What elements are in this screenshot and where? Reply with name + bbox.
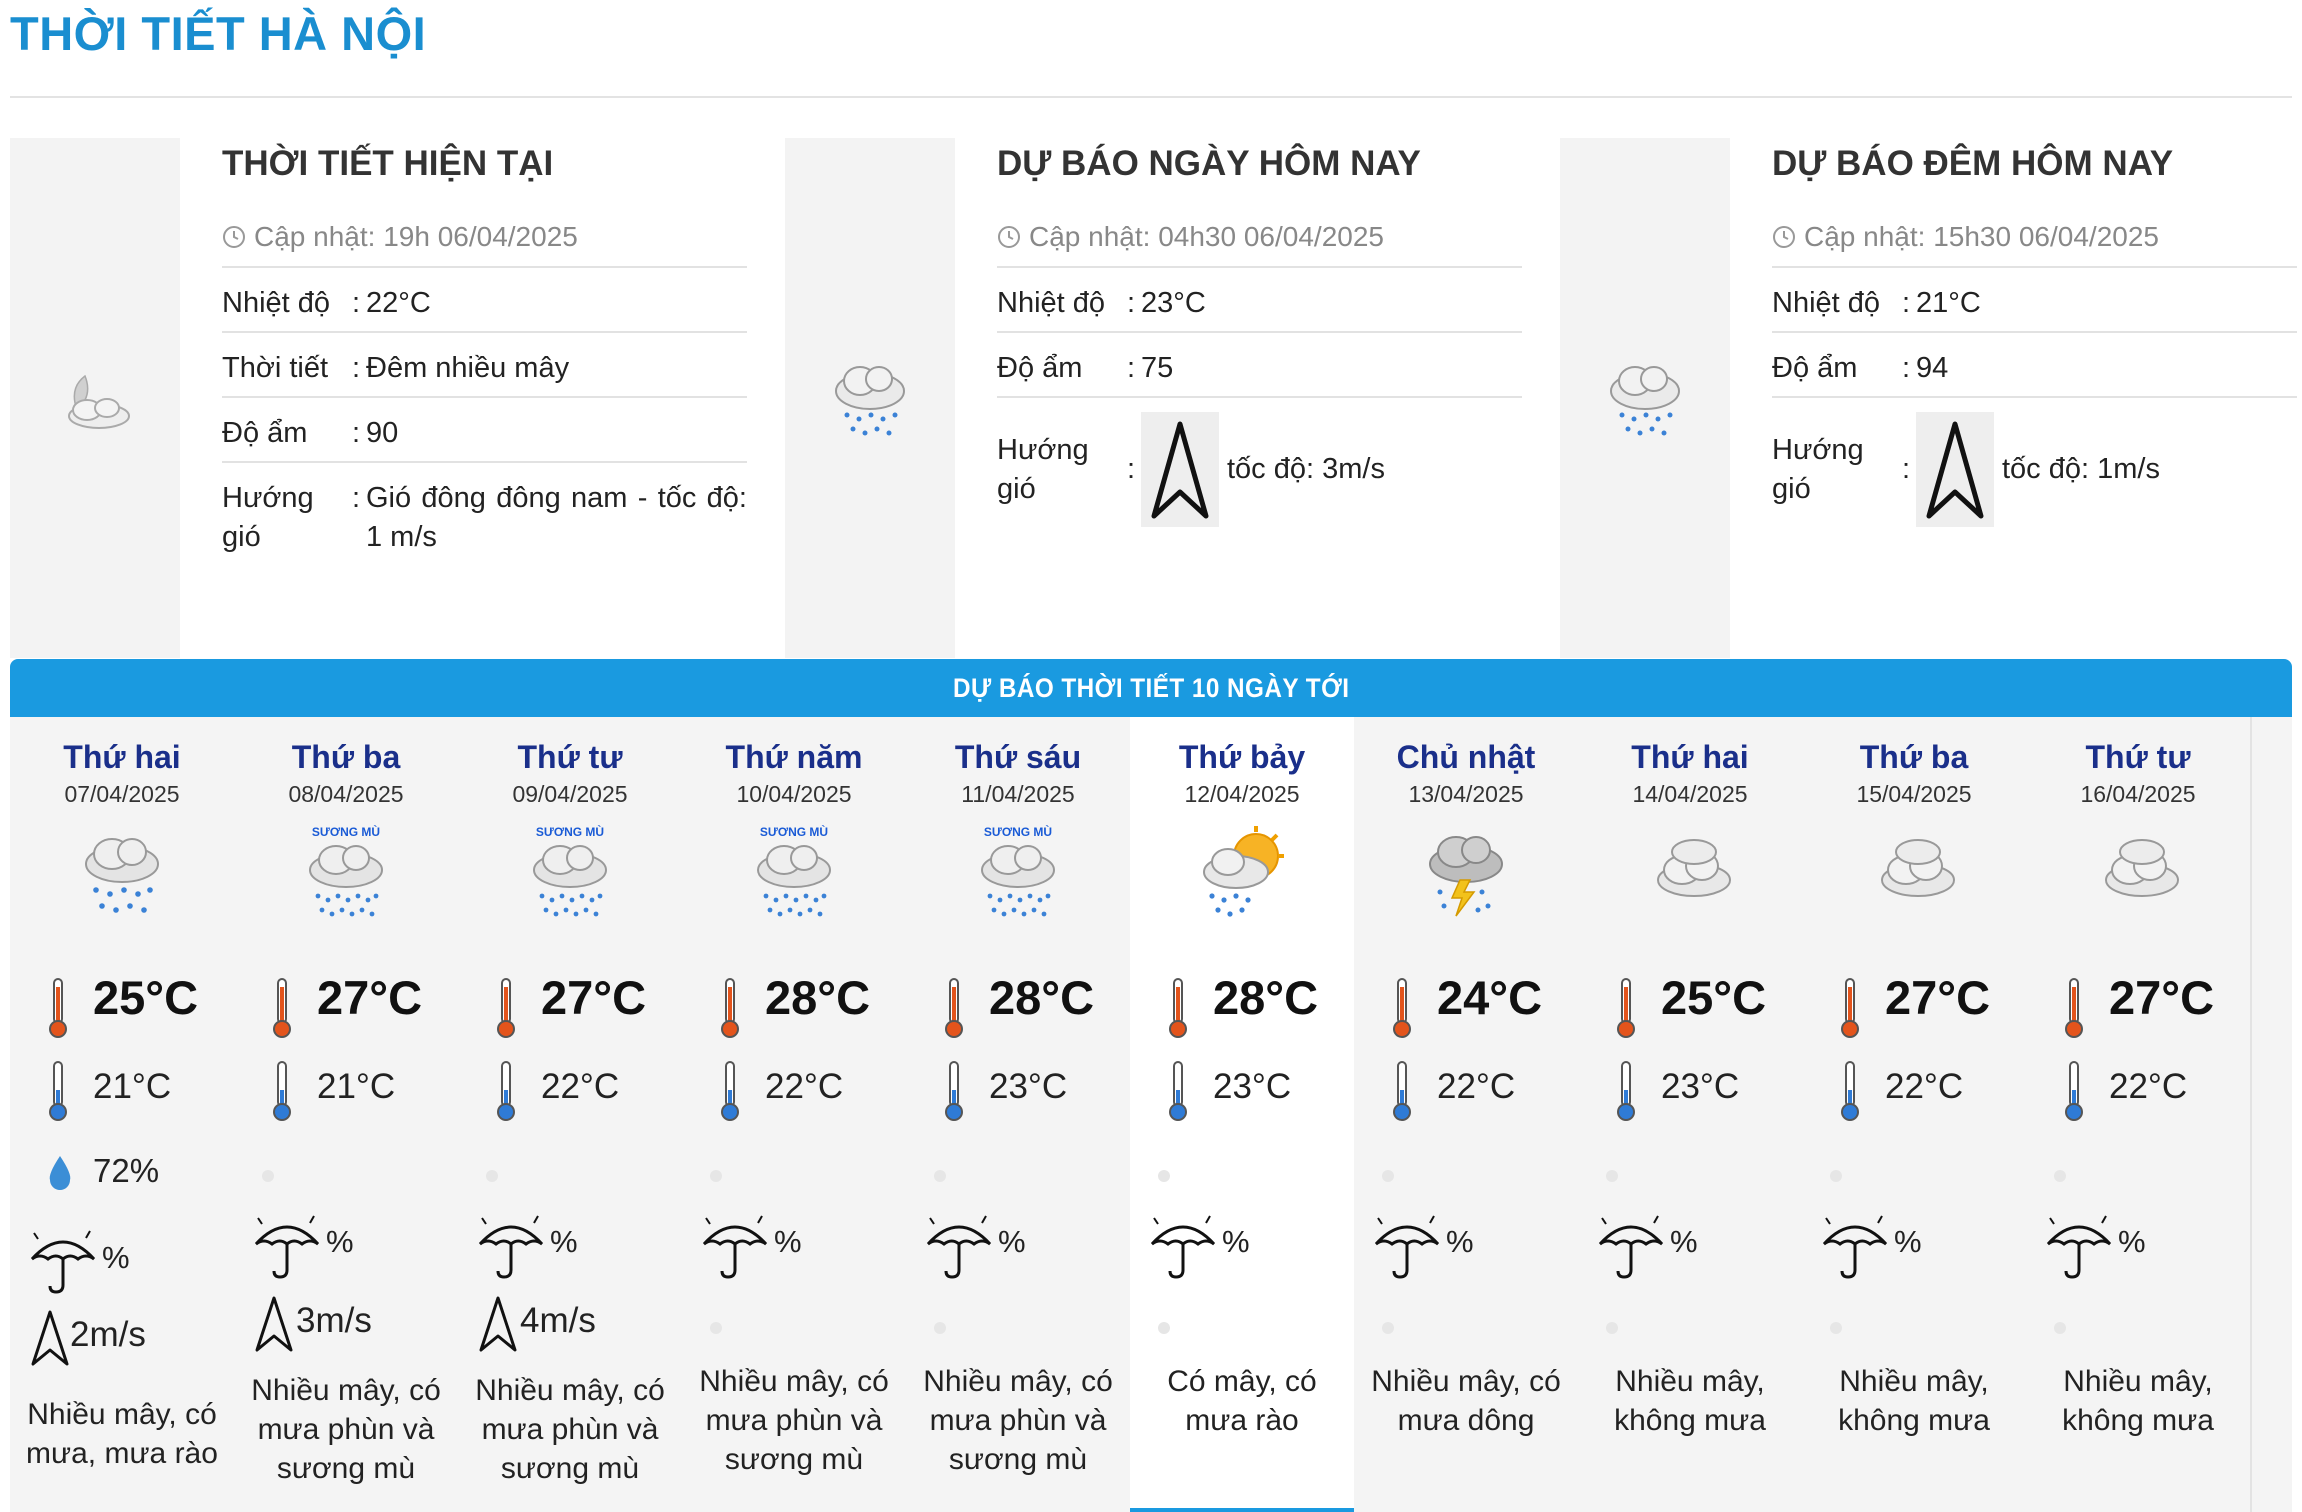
wind-direction-arrow-icon (1141, 412, 1219, 527)
rain-chance: % (998, 1224, 1026, 1259)
svg-text:SƯƠNG MÙ: SƯƠNG MÙ (311, 825, 381, 839)
rain-cloud-icon (1600, 353, 1690, 443)
today-row-humidity (997, 331, 1522, 396)
day-date: 13/04/2025 (1408, 781, 1524, 807)
colon: : (1127, 352, 1136, 384)
sun-cloud-rain-icon (1192, 822, 1292, 922)
temp-min: 22°C (2109, 1067, 2188, 1106)
tonight-updated-text: Cập nhật: 15h30 06/04/2025 (1804, 221, 2159, 252)
temp-min: 23°C (1661, 1067, 1740, 1106)
day-date: 07/04/2025 (64, 781, 180, 807)
rain-chance: % (1446, 1224, 1474, 1259)
placeholder-dot (2054, 1170, 2066, 1182)
cloudy-icon (2088, 822, 2188, 922)
current-weather-panel (10, 138, 785, 658)
cloudy-icon (1864, 822, 1964, 922)
current-row-value: 90 (366, 417, 399, 449)
tonight-row-temp (1772, 266, 2297, 331)
today-wind-label: Hướng gió (997, 433, 1089, 505)
tonight-temp-value: 21°C (1916, 287, 1981, 319)
day-date: 14/04/2025 (1632, 781, 1748, 807)
today-temp-label: Nhiệt độ (997, 287, 1106, 319)
fog-rain-icon (968, 822, 1068, 922)
current-row-value: 22°C (366, 287, 431, 319)
today-heading: DỰ BÁO NGÀY HÔM NAY (997, 144, 1421, 183)
colon: : (1127, 453, 1136, 485)
cloudy-icon (1640, 822, 1740, 922)
forecast-heading: DỰ BÁO THỜI TIẾT 10 NGÀY TỚI (952, 672, 1350, 703)
day-date: 11/04/2025 (961, 781, 1075, 807)
day-name: Thứ năm (725, 739, 863, 775)
current-updated (222, 208, 747, 266)
thunderstorm-icon (1416, 822, 1516, 922)
placeholder-dot (1382, 1170, 1394, 1182)
day-description: Nhiều mây, không mưa (1614, 1365, 1766, 1437)
placeholder-dot (710, 1322, 722, 1334)
current-row-temp (222, 266, 747, 331)
temp-max: 25°C (93, 971, 199, 1024)
thermometer-low-icon (718, 1060, 742, 1122)
thermometer-low-icon (1838, 1060, 1862, 1122)
rain-chance: % (102, 1240, 130, 1275)
umbrella-icon (1596, 1214, 1666, 1280)
clock-icon (222, 225, 246, 249)
colon: : (352, 287, 361, 319)
current-row-humidity (222, 396, 747, 461)
rain-chance: % (774, 1224, 802, 1259)
clock-icon (1772, 225, 1796, 249)
wind-direction-icon (30, 1309, 70, 1367)
thermometer-low-icon (1390, 1060, 1414, 1122)
day-description: Nhiều mây, không mưa (2062, 1365, 2214, 1437)
rain-cloud-icon (825, 353, 915, 443)
current-row-value: Gió đông đông nam - tốc độ: 1 m/s (366, 482, 747, 553)
today-wind-speed: tốc độ: 3m/s (1227, 453, 1385, 485)
temp-max: 24°C (1437, 971, 1543, 1024)
colon: : (352, 482, 361, 514)
placeholder-dot (1158, 1170, 1170, 1182)
placeholder-dot (934, 1170, 946, 1182)
umbrella-icon (252, 1214, 322, 1280)
thermometer-low-icon (2062, 1060, 2086, 1122)
placeholder-dot (486, 1170, 498, 1182)
placeholder-dot (262, 1170, 274, 1182)
day-name: Thứ hai (63, 739, 181, 775)
day-description: Nhiều mây, có mưa, mưa rào (26, 1398, 218, 1470)
temp-min: 21°C (317, 1067, 396, 1106)
temp-max: 27°C (2109, 971, 2215, 1024)
thermometer-low-icon (270, 1060, 294, 1122)
water-drop-icon (46, 1154, 74, 1192)
thermometer-high-icon (1390, 977, 1414, 1039)
today-forecast-panel (785, 138, 1560, 658)
wind-speed: 3m/s (296, 1301, 372, 1340)
forecast-day-card (1578, 717, 1804, 1512)
colon: : (352, 352, 361, 384)
colon: : (1902, 287, 1911, 319)
forecast-day-card (1802, 717, 2028, 1512)
wind-direction-icon (478, 1295, 518, 1353)
temp-max: 27°C (317, 971, 423, 1024)
current-row-value: Đêm nhiều mây (366, 352, 570, 384)
day-name: Thứ sáu (954, 739, 1082, 775)
divider (10, 96, 2292, 98)
thermometer-low-icon (1614, 1060, 1638, 1122)
tonight-row-wind (1772, 396, 2297, 535)
wind-speed: 2m/s (70, 1315, 146, 1354)
current-row-label: Độ ẩm (222, 417, 308, 449)
forecast-day-card (10, 717, 236, 1512)
umbrella-icon (1820, 1214, 1890, 1280)
day-description: Nhiều mây, có mưa phùn và sương mù (251, 1374, 441, 1485)
wind-direction-arrow-icon (1916, 412, 1994, 527)
thermometer-high-icon (1838, 977, 1862, 1039)
night-cloud-moon-icon (47, 358, 143, 438)
fog-rain-icon (744, 822, 844, 922)
placeholder-dot (1830, 1170, 1842, 1182)
placeholder-dot (1606, 1322, 1618, 1334)
day-description: Nhiều mây, có mưa phùn và sương mù (475, 1374, 665, 1485)
temp-max: 28°C (765, 971, 871, 1024)
tonight-heading: DỰ BÁO ĐÊM HÔM NAY (1772, 144, 2174, 183)
temp-max: 27°C (1885, 971, 1991, 1024)
today-hum-value: 75 (1141, 352, 1174, 384)
temp-min: 22°C (541, 1067, 620, 1106)
day-date: 15/04/2025 (1856, 781, 1972, 807)
today-row-wind (997, 396, 1522, 535)
day-description: Nhiều mây, có mưa phùn và sương mù (923, 1365, 1113, 1476)
wind-speed: 4m/s (520, 1301, 596, 1340)
placeholder-dot (2054, 1322, 2066, 1334)
tonight-hum-label: Độ ẩm (1772, 352, 1858, 384)
placeholder-dot (710, 1170, 722, 1182)
page-title: THỜI TIẾT HÀ NỘI (10, 7, 427, 60)
tonight-icon-box (1560, 138, 1730, 658)
rain-cloud-icon (72, 822, 172, 922)
day-name: Chủ nhật (1396, 739, 1536, 775)
temp-min: 21°C (93, 1067, 172, 1106)
day-name: Thứ ba (1859, 739, 1969, 775)
placeholder-dot (934, 1322, 946, 1334)
forecast-day-card (458, 717, 684, 1512)
thermometer-high-icon (46, 977, 70, 1039)
day-name: Thứ ba (291, 739, 401, 775)
current-icon-box (10, 138, 180, 658)
fog-rain-icon (520, 822, 620, 922)
current-row-weather (222, 331, 747, 396)
temp-min: 22°C (765, 1067, 844, 1106)
rain-chance: % (1894, 1224, 1922, 1259)
forecast-day-card (234, 717, 460, 1512)
umbrella-icon (28, 1229, 98, 1295)
today-hum-label: Độ ẩm (997, 352, 1083, 384)
placeholder-dot (1606, 1170, 1618, 1182)
current-heading: THỜI TIẾT HIỆN TẠI (222, 144, 554, 183)
thermometer-high-icon (942, 977, 966, 1039)
tonight-row-humidity (1772, 331, 2297, 396)
day-date: 12/04/2025 (1184, 781, 1300, 807)
thermometer-high-icon (1614, 977, 1638, 1039)
today-icon-box (785, 138, 955, 658)
placeholder-dot (1830, 1322, 1842, 1334)
forecast-day-card (906, 717, 1132, 1512)
rain-chance: % (1222, 1224, 1250, 1259)
tonight-temp-label: Nhiệt độ (1772, 287, 1881, 319)
rain-chance: % (1670, 1224, 1698, 1259)
thermometer-high-icon (2062, 977, 2086, 1039)
tonight-wind-label: Hướng gió (1772, 433, 1864, 505)
forecast-day-card (682, 717, 908, 1512)
thermometer-high-icon (718, 977, 742, 1039)
day-name: Thứ tư (517, 739, 623, 775)
temp-max: 25°C (1661, 971, 1767, 1024)
colon: : (1902, 352, 1911, 384)
current-row-wind (222, 461, 747, 565)
today-row-temp (997, 266, 1522, 331)
thermometer-high-icon (1166, 977, 1190, 1039)
fog-rain-icon (296, 822, 396, 922)
temp-min: 22°C (1437, 1067, 1516, 1106)
current-row-label: Thời tiết (222, 352, 329, 384)
day-name: Thứ tư (2085, 739, 2191, 775)
colon: : (352, 417, 361, 449)
rain-chance: % (550, 1224, 578, 1259)
umbrella-icon (476, 1214, 546, 1280)
today-updated (997, 208, 1522, 266)
thermometer-low-icon (46, 1060, 70, 1122)
thermometer-low-icon (1166, 1060, 1190, 1122)
temp-min: 23°C (989, 1067, 1068, 1106)
placeholder-dot (1158, 1322, 1170, 1334)
colon: : (1902, 453, 1911, 485)
thermometer-low-icon (494, 1060, 518, 1122)
forecast-10day-header (10, 659, 2292, 717)
svg-text:SƯƠNG MÙ: SƯƠNG MÙ (983, 825, 1053, 839)
umbrella-icon (2044, 1214, 2114, 1280)
day-description: Nhiều mây, có mưa phùn và sương mù (699, 1365, 889, 1476)
temp-max: 27°C (541, 971, 647, 1024)
thermometer-high-icon (270, 977, 294, 1039)
day-date: 08/04/2025 (288, 781, 404, 807)
day-name: Thứ bảy (1178, 739, 1306, 775)
umbrella-icon (1372, 1214, 1442, 1280)
temp-max: 28°C (989, 971, 1095, 1024)
temp-min: 22°C (1885, 1067, 1964, 1106)
rain-chance: % (2118, 1224, 2146, 1259)
temp-min: 23°C (1213, 1067, 1292, 1106)
temp-max: 28°C (1213, 971, 1319, 1024)
day-date: 09/04/2025 (512, 781, 628, 807)
thermometer-high-icon (494, 977, 518, 1039)
tonight-wind-speed: tốc độ: 1m/s (2002, 453, 2160, 485)
day-description: Có mây, có mưa rào (1167, 1365, 1317, 1437)
today-updated-text: Cập nhật: 04h30 06/04/2025 (1029, 221, 1384, 252)
day-name: Thứ hai (1631, 739, 1749, 775)
colon: : (1127, 287, 1136, 319)
svg-text:SƯƠNG MÙ: SƯƠNG MÙ (535, 825, 605, 839)
forecast-day-card (2026, 717, 2252, 1512)
current-row-label: Hướng gió (222, 482, 314, 553)
umbrella-icon (1148, 1214, 1218, 1280)
placeholder-dot (1382, 1322, 1394, 1334)
umbrella-icon (924, 1214, 994, 1280)
forecast-days-strip (10, 717, 2292, 1512)
clock-icon (997, 225, 1021, 249)
tonight-updated (1772, 208, 2297, 266)
today-temp-value: 23°C (1141, 287, 1206, 319)
day-date: 10/04/2025 (736, 781, 852, 807)
day-description: Nhiều mây, không mưa (1838, 1365, 1990, 1437)
umbrella-icon (700, 1214, 770, 1280)
current-row-label: Nhiệt độ (222, 287, 331, 319)
tonight-hum-value: 94 (1916, 352, 1949, 384)
day-description: Nhiều mây, có mưa dông (1371, 1365, 1561, 1437)
current-updated-text: Cập nhật: 19h 06/04/2025 (254, 221, 578, 252)
rain-chance: % (326, 1224, 354, 1259)
svg-text:SƯƠNG MÙ: SƯƠNG MÙ (759, 825, 829, 839)
tonight-forecast-panel (1560, 138, 2302, 658)
day-date: 16/04/2025 (2080, 781, 2196, 807)
humidity-value: 72% (93, 1152, 160, 1189)
selected-indicator (1130, 1508, 1354, 1512)
forecast-day-card (1354, 717, 1580, 1512)
thermometer-low-icon (942, 1060, 966, 1122)
forecast-day-card (1130, 717, 1356, 1512)
wind-direction-icon (254, 1295, 294, 1353)
